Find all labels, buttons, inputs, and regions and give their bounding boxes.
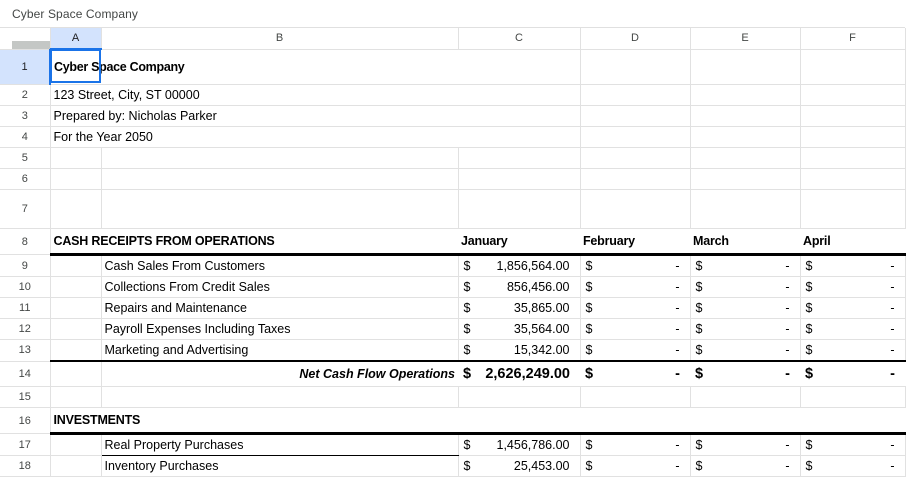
row-header-8[interactable]: 8: [0, 229, 50, 255]
currency-symbol: $: [463, 438, 471, 452]
cell-f11-april-amount[interactable]: [800, 298, 905, 319]
cell-f9-april-amount[interactable]: [800, 255, 905, 277]
amount-value: -: [890, 322, 895, 336]
currency-symbol: $: [585, 322, 593, 336]
row-header-16[interactable]: 16: [0, 408, 50, 434]
row-header-5[interactable]: 5: [0, 148, 50, 169]
currency-symbol: $: [585, 301, 593, 315]
table-row: [0, 49, 905, 85]
cell-d17-february-amount[interactable]: [580, 434, 690, 456]
cell-c18-january-amount[interactable]: [458, 456, 580, 477]
table-row: [0, 298, 905, 319]
cell-f5[interactable]: [800, 148, 905, 169]
table-row: [0, 127, 905, 148]
cell-f17-april-amount[interactable]: [800, 434, 905, 456]
cell-c14-total-january[interactable]: [458, 361, 580, 387]
cell-e6[interactable]: [690, 169, 800, 190]
currency-symbol: $: [805, 438, 813, 452]
cell-a5[interactable]: [50, 148, 101, 169]
title-bar: [0, 0, 905, 28]
amount-value: 856,456.00: [506, 280, 570, 294]
cell-c10-january-amount[interactable]: [458, 277, 580, 298]
cell-e2[interactable]: [690, 85, 800, 106]
amount-value: -: [890, 301, 895, 315]
cell-b9-line-item-label[interactable]: Cash Sales From Customers: [101, 255, 458, 277]
amount-value: -: [890, 366, 895, 382]
cell-d12-february-amount[interactable]: [580, 319, 690, 340]
cell-d9-february-amount[interactable]: [580, 255, 690, 277]
cell-f15[interactable]: [800, 387, 905, 408]
cell-a14[interactable]: [50, 361, 101, 387]
amount-value: -: [675, 301, 680, 315]
amount-value: -: [890, 280, 895, 294]
table-row: [0, 190, 905, 229]
cell-c9-january-amount[interactable]: [458, 255, 580, 277]
table-row: [0, 255, 905, 277]
cell-a17[interactable]: [50, 434, 101, 456]
cell-d5[interactable]: [580, 148, 690, 169]
amount-value: -: [675, 280, 680, 294]
cell-d6[interactable]: [580, 169, 690, 190]
cell-c16[interactable]: [458, 408, 580, 434]
currency-symbol: $: [695, 280, 703, 294]
amount-value: -: [675, 459, 680, 473]
cell-f18-april-amount[interactable]: [800, 456, 905, 477]
amount-value: -: [890, 259, 895, 273]
row-header-15[interactable]: 15: [0, 387, 50, 408]
row-header-10[interactable]: 10: [0, 277, 50, 298]
cell-d18-february-amount[interactable]: [580, 456, 690, 477]
cell-a3-prepared-by[interactable]: Prepared by: Nicholas Parker: [50, 106, 580, 127]
cell-b11-line-item-label[interactable]: Repairs and Maintenance: [101, 298, 458, 319]
cell-e8-month-march[interactable]: March: [690, 229, 800, 255]
row-header-6[interactable]: 6: [0, 169, 50, 190]
currency-symbol: $: [585, 438, 593, 452]
table-row: [0, 319, 905, 340]
currency-symbol: $: [805, 459, 813, 473]
table-row: [0, 169, 905, 190]
cell-a8-section-header-cash-receipts[interactable]: CASH RECEIPTS FROM OPERATIONS: [50, 229, 458, 255]
table-row-total: [0, 361, 905, 387]
amount-value: -: [785, 280, 790, 294]
currency-symbol: $: [695, 459, 703, 473]
cell-a7[interactable]: [50, 190, 101, 229]
amount-value: -: [785, 322, 790, 336]
cell-a18[interactable]: [50, 456, 101, 477]
cell-a15[interactable]: [50, 387, 101, 408]
currency-symbol: $: [463, 301, 471, 315]
row-header-7[interactable]: 7: [0, 190, 50, 229]
row-header-17[interactable]: 17: [0, 434, 50, 456]
currency-symbol: $: [585, 459, 593, 473]
amount-value: -: [675, 366, 680, 382]
amount-value: -: [890, 438, 895, 452]
row-header-1[interactable]: 1: [0, 49, 50, 85]
cell-a13[interactable]: [50, 340, 101, 362]
cell-c8-month-january[interactable]: January: [458, 229, 580, 255]
cell-d15[interactable]: [580, 387, 690, 408]
currency-symbol: $: [585, 280, 593, 294]
column-header-row: [0, 28, 905, 49]
cell-d8-month-february[interactable]: February: [580, 229, 690, 255]
cell-c12-january-amount[interactable]: [458, 319, 580, 340]
currency-symbol: $: [463, 322, 471, 336]
currency-symbol: $: [463, 343, 471, 357]
table-row: [0, 340, 905, 362]
cell-e18-march-amount[interactable]: [690, 456, 800, 477]
amount-value: 1,456,786.00: [496, 438, 570, 452]
currency-symbol: $: [585, 343, 593, 357]
cell-a1-company-name[interactable]: Cyber Space Company: [50, 49, 580, 85]
amount-value: -: [890, 343, 895, 357]
cell-f2[interactable]: [800, 85, 905, 106]
row-header-18[interactable]: 18: [0, 456, 50, 477]
cell-f14-total-april[interactable]: [800, 361, 905, 387]
cell-d16[interactable]: [580, 408, 690, 434]
cell-c15[interactable]: [458, 387, 580, 408]
amount-value: 35,865.00: [513, 301, 570, 315]
amount-value: -: [785, 366, 790, 382]
cell-e3[interactable]: [690, 106, 800, 127]
currency-symbol: $: [805, 280, 813, 294]
column-header-d[interactable]: D: [580, 28, 690, 49]
currency-symbol: $: [695, 343, 703, 357]
cell-d11-february-amount[interactable]: [580, 298, 690, 319]
cell-f3[interactable]: [800, 106, 905, 127]
amount-value: -: [785, 459, 790, 473]
cell-a4-period[interactable]: For the Year 2050: [50, 127, 580, 148]
currency-symbol: $: [695, 301, 703, 315]
table-row: [0, 106, 905, 127]
currency-symbol: $: [695, 322, 703, 336]
spreadsheet-grid[interactable]: [0, 28, 905, 473]
cell-f7[interactable]: [800, 190, 905, 229]
amount-value: -: [890, 459, 895, 473]
currency-symbol: $: [463, 259, 471, 273]
cell-b10-line-item-label[interactable]: Collections From Credit Sales: [101, 277, 458, 298]
cell-f12-april-amount[interactable]: [800, 319, 905, 340]
cell-d7[interactable]: [580, 190, 690, 229]
cell-d4[interactable]: [580, 127, 690, 148]
cell-f6[interactable]: [800, 169, 905, 190]
cell-e9-march-amount[interactable]: [690, 255, 800, 277]
cell-f13-april-amount[interactable]: [800, 340, 905, 362]
table-row: [0, 434, 905, 456]
currency-symbol: $: [805, 259, 813, 273]
row-header-11[interactable]: 11: [0, 298, 50, 319]
cell-c6[interactable]: [458, 169, 580, 190]
currency-symbol: $: [463, 366, 472, 382]
cell-b7[interactable]: [101, 190, 458, 229]
cell-b15[interactable]: [101, 387, 458, 408]
column-header-a[interactable]: A: [50, 28, 101, 49]
table-row-section-header: [0, 408, 905, 434]
cell-b14-total-label[interactable]: Net Cash Flow Operations: [101, 361, 458, 387]
cell-d2[interactable]: [580, 85, 690, 106]
column-header-b[interactable]: B: [101, 28, 458, 49]
cell-d14-total-february[interactable]: [580, 361, 690, 387]
cell-c13-january-amount[interactable]: [458, 340, 580, 362]
currency-symbol: $: [805, 366, 814, 382]
cell-a9[interactable]: [50, 255, 101, 277]
cell-a2-address[interactable]: 123 Street, City, ST 00000: [50, 85, 580, 106]
row-header-3[interactable]: 3: [0, 106, 50, 127]
amount-value: 25,453.00: [513, 459, 570, 473]
row-header-12[interactable]: 12: [0, 319, 50, 340]
row-header-9[interactable]: 9: [0, 255, 50, 277]
amount-value: -: [675, 259, 680, 273]
cell-d10-february-amount[interactable]: [580, 277, 690, 298]
cell-c17-january-amount[interactable]: [458, 434, 580, 456]
select-all-corner[interactable]: [0, 28, 50, 49]
cell-e13-march-amount[interactable]: [690, 340, 800, 362]
row-header-2[interactable]: 2: [0, 85, 50, 106]
cell-e11-march-amount[interactable]: [690, 298, 800, 319]
amount-value: -: [785, 259, 790, 273]
cell-b17-line-item-label[interactable]: Real Property Purchases: [101, 434, 458, 456]
table-row: [0, 277, 905, 298]
cell-c7[interactable]: [458, 190, 580, 229]
cell-e14-total-march[interactable]: [690, 361, 800, 387]
currency-symbol: $: [805, 322, 813, 336]
cell-f16[interactable]: [800, 408, 905, 434]
currency-symbol: $: [585, 366, 594, 382]
amount-value: -: [785, 301, 790, 315]
cell-f10-april-amount[interactable]: [800, 277, 905, 298]
cell-b5[interactable]: [101, 148, 458, 169]
table-row: [0, 456, 905, 477]
currency-symbol: $: [695, 366, 704, 382]
amount-value: 15,342.00: [513, 343, 570, 357]
currency-symbol: $: [695, 438, 703, 452]
cell-c11-january-amount[interactable]: [458, 298, 580, 319]
cell-b13-line-item-label[interactable]: Marketing and Advertising: [101, 340, 458, 362]
cell-e17-march-amount[interactable]: [690, 434, 800, 456]
table-row-section-header: [0, 229, 905, 255]
cell-e4[interactable]: [690, 127, 800, 148]
column-header-e[interactable]: E: [690, 28, 800, 49]
cell-e12-march-amount[interactable]: [690, 319, 800, 340]
table-row: [0, 387, 905, 408]
cell-a6[interactable]: [50, 169, 101, 190]
cell-a11[interactable]: [50, 298, 101, 319]
cell-e7[interactable]: [690, 190, 800, 229]
sheet-table: [0, 28, 906, 477]
column-header-c[interactable]: C: [458, 28, 580, 49]
cell-f8-month-april[interactable]: April: [800, 229, 905, 255]
row-header-13[interactable]: 13: [0, 340, 50, 362]
cell-e16[interactable]: [690, 408, 800, 434]
cell-e5[interactable]: [690, 148, 800, 169]
cell-e1[interactable]: [690, 49, 800, 85]
row-header-4[interactable]: 4: [0, 127, 50, 148]
cell-f1[interactable]: [800, 49, 905, 85]
currency-symbol: $: [585, 259, 593, 273]
cell-d1[interactable]: [580, 49, 690, 85]
row-header-14[interactable]: 14: [0, 361, 50, 387]
amount-value: -: [675, 322, 680, 336]
table-row: [0, 148, 905, 169]
cell-e15[interactable]: [690, 387, 800, 408]
amount-value: 2,626,249.00: [485, 366, 570, 382]
currency-symbol: $: [695, 259, 703, 273]
amount-value: -: [675, 438, 680, 452]
cell-a16-section-header-investments[interactable]: INVESTMENTS: [50, 408, 458, 434]
currency-symbol: $: [805, 301, 813, 315]
currency-symbol: $: [805, 343, 813, 357]
cell-f4[interactable]: [800, 127, 905, 148]
amount-value: -: [675, 343, 680, 357]
cell-b18-line-item-label[interactable]: Inventory Purchases: [101, 456, 458, 477]
currency-symbol: $: [463, 280, 471, 294]
amount-value: 35,564.00: [513, 322, 570, 336]
amount-value: 1,856,564.00: [496, 259, 570, 273]
cell-c5[interactable]: [458, 148, 580, 169]
cell-e10-march-amount[interactable]: [690, 277, 800, 298]
column-header-f[interactable]: F: [800, 28, 905, 49]
table-row: [0, 85, 905, 106]
cell-d13-february-amount[interactable]: [580, 340, 690, 362]
cell-b12-line-item-label[interactable]: Payroll Expenses Including Taxes: [101, 319, 458, 340]
cell-a12[interactable]: [50, 319, 101, 340]
document-title[interactable]: Cyber Space Company: [12, 6, 138, 21]
amount-value: -: [785, 343, 790, 357]
cell-a10[interactable]: [50, 277, 101, 298]
amount-value: -: [785, 438, 790, 452]
currency-symbol: $: [463, 459, 471, 473]
cell-b6[interactable]: [101, 169, 458, 190]
cell-d3[interactable]: [580, 106, 690, 127]
